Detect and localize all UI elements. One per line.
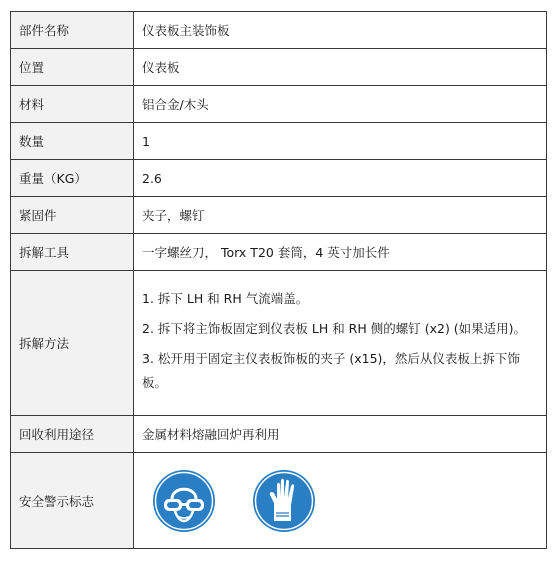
table-row <box>11 123 547 160</box>
row-value: 2.6 <box>134 160 547 197</box>
row-value: 夹子，螺钉 <box>134 197 547 234</box>
step-item: 2. 拆下将主饰板固定到仪表板 LH 和 RH 侧的螺钉 (x2) (如果适用)。 <box>142 321 527 336</box>
row-value: 1 <box>134 123 547 160</box>
gloves-mandatory-icon <box>252 469 316 533</box>
step-item: 1. 拆下 LH 和 RH 气流端盖。 <box>142 291 309 306</box>
table-row <box>11 86 547 123</box>
table-row <box>11 12 547 49</box>
row-label: 安全警示标志 <box>11 453 134 549</box>
row-label: 位置 <box>11 49 134 86</box>
table-row <box>11 160 547 197</box>
disassembly-spec-table <box>10 11 547 549</box>
row-label: 部件名称 <box>11 12 134 49</box>
table-row <box>11 416 547 453</box>
method-steps <box>134 271 547 416</box>
safety-icons-cell <box>134 453 547 549</box>
step-item: 3. 松开用于固定主仪表板饰板的夹子 (x15)，然后从仪表板上拆下饰板。 <box>142 351 520 390</box>
row-label: 重量（KG） <box>11 160 134 197</box>
row-value: 铝合金/木头 <box>134 86 547 123</box>
table-row <box>11 197 547 234</box>
row-label: 拆解方法 <box>11 271 134 416</box>
row-value: 金属材料熔融回炉再利用 <box>134 416 547 453</box>
row-label: 数量 <box>11 123 134 160</box>
row-value: 仪表板 <box>134 49 547 86</box>
row-label: 拆解工具 <box>11 234 134 271</box>
row-label: 紧固件 <box>11 197 134 234</box>
table-row <box>11 49 547 86</box>
row-label: 回收利用途径 <box>11 416 134 453</box>
row-label: 材料 <box>11 86 134 123</box>
table-row <box>11 453 547 549</box>
row-value: 仪表板主装饰板 <box>134 12 547 49</box>
table-row <box>11 271 547 416</box>
goggles-mandatory-icon <box>152 469 216 533</box>
row-value: 一字螺丝刀， Torx T20 套筒，4 英寸加长件 <box>134 234 547 271</box>
table-row <box>11 234 547 271</box>
